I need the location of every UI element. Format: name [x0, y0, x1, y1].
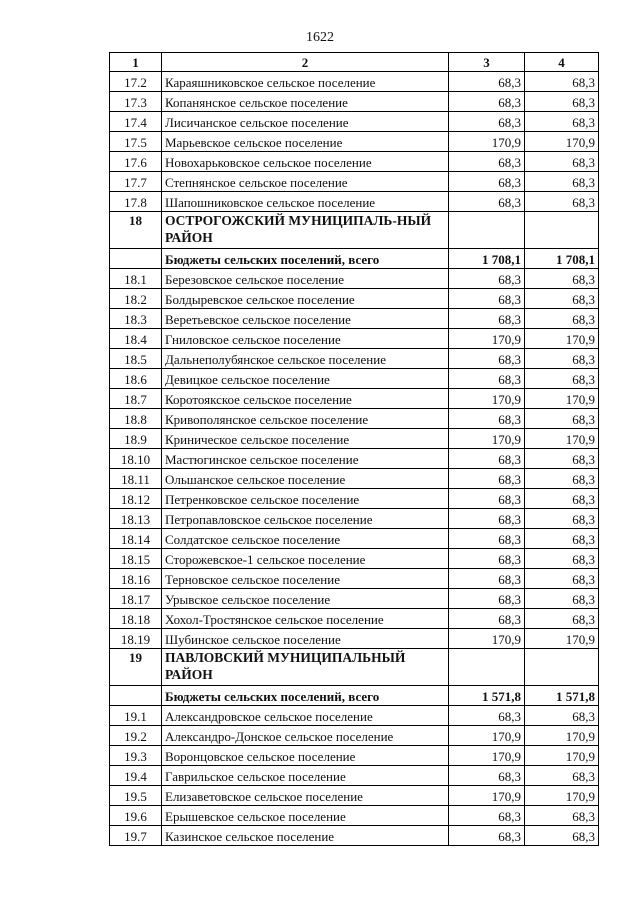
column-4-value-cell: 170,9: [525, 726, 599, 746]
row-number-cell: 18: [110, 212, 162, 249]
column-3-value-cell: 170,9: [449, 429, 525, 449]
row-number-cell: 19.5: [110, 786, 162, 806]
row-number-cell: 18.3: [110, 309, 162, 329]
row-number-cell: 17.6: [110, 152, 162, 172]
row-name-cell: Гаврильское сельское поселение: [162, 766, 449, 786]
page-number: 1622: [306, 30, 334, 45]
row-name-cell: Коротоякское сельское поселение: [162, 389, 449, 409]
column-3-value-cell: 68,3: [449, 469, 525, 489]
row-name-cell: ОСТРОГОЖСКИЙ МУНИЦИПАЛЬ-НЫЙ РАЙОН: [162, 212, 449, 249]
column-4-value-cell: 68,3: [525, 369, 599, 389]
table-row: [110, 806, 599, 826]
row-number-cell: 17.4: [110, 112, 162, 132]
table-row: [110, 549, 599, 569]
column-4-value-cell: 170,9: [525, 329, 599, 349]
column-3-value-cell: 170,9: [449, 629, 525, 649]
table-row: [110, 172, 599, 192]
column-4-value-cell: 170,9: [525, 429, 599, 449]
column-3-value-cell: 68,3: [449, 369, 525, 389]
table-row: [110, 746, 599, 766]
table-row: [110, 349, 599, 369]
column-4-value-cell: 68,3: [525, 409, 599, 429]
table-header-row: [110, 53, 599, 72]
column-4-value-cell: 1 708,1: [525, 249, 599, 269]
column-3-value-cell: 68,3: [449, 409, 525, 429]
row-number-cell: 18.18: [110, 609, 162, 629]
row-name-cell: Бюджеты сельских поселений, всего: [162, 686, 449, 706]
column-3-value-cell: 1 571,8: [449, 686, 525, 706]
row-number-cell: 19.3: [110, 746, 162, 766]
column-4-value-cell: 68,3: [525, 449, 599, 469]
row-name-cell: Петренковское сельское поселение: [162, 489, 449, 509]
column-header-2: 2: [162, 53, 449, 72]
row-name-cell: Солдатское сельское поселение: [162, 529, 449, 549]
table-row: [110, 309, 599, 329]
column-4-value-cell: 68,3: [525, 72, 599, 92]
column-3-value-cell: 68,3: [449, 489, 525, 509]
column-4-value-cell: 68,3: [525, 349, 599, 369]
row-number-cell: 17.3: [110, 92, 162, 112]
table-row: [110, 509, 599, 529]
column-3-value-cell: [449, 212, 525, 249]
column-3-value-cell: 68,3: [449, 112, 525, 132]
row-name-cell: Криничеcкое сельское поселение: [162, 429, 449, 449]
column-4-value-cell: 68,3: [525, 706, 599, 726]
column-3-value-cell: 68,3: [449, 706, 525, 726]
table-row: [110, 112, 599, 132]
total-row: [110, 686, 599, 706]
row-name-cell: Петропавловское сельское поселение: [162, 509, 449, 529]
row-name-cell: Урывское сельское поселение: [162, 589, 449, 609]
table-row: [110, 489, 599, 509]
column-3-value-cell: 170,9: [449, 389, 525, 409]
row-number-cell: 19: [110, 649, 162, 686]
column-3-value-cell: 68,3: [449, 269, 525, 289]
row-number-cell: 18.6: [110, 369, 162, 389]
row-name-cell: Караяшниковское сельское поселение: [162, 72, 449, 92]
column-4-value-cell: 68,3: [525, 569, 599, 589]
column-4-value-cell: 68,3: [525, 172, 599, 192]
column-3-value-cell: 68,3: [449, 569, 525, 589]
table-row: [110, 529, 599, 549]
row-name-cell: Хохол-Тростянское сельское поселение: [162, 609, 449, 629]
row-name-cell: Шубинское сельское поселение: [162, 629, 449, 649]
row-name-cell: Казинское сельское поселение: [162, 826, 449, 846]
row-name-cell: Девицкое сельское поселение: [162, 369, 449, 389]
table-row: [110, 726, 599, 746]
column-3-value-cell: 68,3: [449, 766, 525, 786]
column-3-value-cell: 68,3: [449, 72, 525, 92]
budget-table: [109, 52, 599, 846]
column-4-value-cell: 170,9: [525, 786, 599, 806]
column-3-value-cell: 68,3: [449, 289, 525, 309]
column-3-value-cell: 68,3: [449, 509, 525, 529]
column-4-value-cell: 68,3: [525, 826, 599, 846]
row-number-cell: 18.10: [110, 449, 162, 469]
row-number-cell: 17.2: [110, 72, 162, 92]
column-4-value-cell: 68,3: [525, 509, 599, 529]
table-row: [110, 389, 599, 409]
row-number-cell: 19.6: [110, 806, 162, 826]
row-name-cell: Ольшанское сельское поселение: [162, 469, 449, 489]
column-3-value-cell: 170,9: [449, 329, 525, 349]
column-3-value-cell: 170,9: [449, 726, 525, 746]
row-number-cell: [110, 249, 162, 269]
row-number-cell: 18.1: [110, 269, 162, 289]
row-name-cell: Мастюгинское сельское поселение: [162, 449, 449, 469]
row-number-cell: 17.7: [110, 172, 162, 192]
column-4-value-cell: 68,3: [525, 289, 599, 309]
row-name-cell: Кривополянское сельское поселение: [162, 409, 449, 429]
row-name-cell: Болдыревское сельское поселение: [162, 289, 449, 309]
row-name-cell: ПАВЛОВСКИЙ МУНИЦИПАЛЬНЫЙ РАЙОН: [162, 649, 449, 686]
row-name-cell: Степнянское сельское поселение: [162, 172, 449, 192]
table-row: [110, 706, 599, 726]
column-3-value-cell: 170,9: [449, 746, 525, 766]
row-name-cell: Марьевское сельское поселение: [162, 132, 449, 152]
row-number-cell: 18.2: [110, 289, 162, 309]
column-4-value-cell: 68,3: [525, 269, 599, 289]
row-number-cell: 19.2: [110, 726, 162, 746]
table-row: [110, 269, 599, 289]
column-4-value-cell: 68,3: [525, 589, 599, 609]
column-4-value-cell: 68,3: [525, 489, 599, 509]
table-row: [110, 786, 599, 806]
column-4-value-cell: 68,3: [525, 92, 599, 112]
row-name-cell: Дальнеполубянское сельское поселение: [162, 349, 449, 369]
table-row: [110, 152, 599, 172]
column-4-value-cell: 170,9: [525, 389, 599, 409]
column-3-value-cell: 68,3: [449, 589, 525, 609]
column-3-value-cell: 68,3: [449, 349, 525, 369]
column-3-value-cell: 68,3: [449, 549, 525, 569]
row-number-cell: 17.8: [110, 192, 162, 212]
column-3-value-cell: 68,3: [449, 92, 525, 112]
column-header-1: 1: [110, 53, 162, 72]
total-row: [110, 249, 599, 269]
column-3-value-cell: 68,3: [449, 826, 525, 846]
table-row: [110, 766, 599, 786]
row-number-cell: 18.7: [110, 389, 162, 409]
table-row: [110, 289, 599, 309]
row-number-cell: 18.11: [110, 469, 162, 489]
table-row: [110, 92, 599, 112]
column-3-value-cell: 68,3: [449, 309, 525, 329]
column-4-value-cell: 68,3: [525, 309, 599, 329]
table-row: [110, 569, 599, 589]
table-row: [110, 629, 599, 649]
column-4-value-cell: 68,3: [525, 529, 599, 549]
row-name-cell: Елизаветовское сельское поселение: [162, 786, 449, 806]
row-number-cell: 18.15: [110, 549, 162, 569]
column-3-value-cell: 68,3: [449, 192, 525, 212]
column-4-value-cell: 68,3: [525, 806, 599, 826]
column-3-value-cell: 170,9: [449, 786, 525, 806]
row-name-cell: Веретьевское сельское поселение: [162, 309, 449, 329]
column-4-value-cell: 170,9: [525, 629, 599, 649]
row-number-cell: 19.1: [110, 706, 162, 726]
column-header-3: 3: [449, 53, 525, 72]
table-row: [110, 132, 599, 152]
table-row: [110, 449, 599, 469]
row-name-cell: Копанянское сельское поселение: [162, 92, 449, 112]
column-4-value-cell: 68,3: [525, 112, 599, 132]
row-number-cell: 18.17: [110, 589, 162, 609]
column-4-value-cell: 68,3: [525, 152, 599, 172]
row-number-cell: 18.5: [110, 349, 162, 369]
column-3-value-cell: [449, 649, 525, 686]
column-3-value-cell: 68,3: [449, 609, 525, 629]
row-number-cell: 19.7: [110, 826, 162, 846]
row-name-cell: Воронцовское сельское поселение: [162, 746, 449, 766]
table-row: [110, 409, 599, 429]
column-3-value-cell: 68,3: [449, 806, 525, 826]
column-3-value-cell: 68,3: [449, 172, 525, 192]
row-name-cell: Березовское сельское поселение: [162, 269, 449, 289]
row-number-cell: 18.19: [110, 629, 162, 649]
column-4-value-cell: [525, 649, 599, 686]
column-4-value-cell: 170,9: [525, 132, 599, 152]
row-number-cell: 17.5: [110, 132, 162, 152]
row-number-cell: 18.4: [110, 329, 162, 349]
row-number-cell: 18.14: [110, 529, 162, 549]
column-4-value-cell: [525, 212, 599, 249]
row-name-cell: Терновское сельское поселение: [162, 569, 449, 589]
column-3-value-cell: 68,3: [449, 152, 525, 172]
table-row: [110, 429, 599, 449]
column-4-value-cell: 68,3: [525, 766, 599, 786]
row-number-cell: 18.12: [110, 489, 162, 509]
row-name-cell: Шапошниковское сельское поселение: [162, 192, 449, 212]
row-name-cell: Ерышевское сельское поселение: [162, 806, 449, 826]
row-number-cell: 18.9: [110, 429, 162, 449]
column-4-value-cell: 68,3: [525, 192, 599, 212]
row-name-cell: Гниловское сельское поселение: [162, 329, 449, 349]
row-name-cell: Александро-Донское сельское поселение: [162, 726, 449, 746]
row-name-cell: Новохарьковское сельское поселение: [162, 152, 449, 172]
district-row: [110, 212, 599, 249]
table-row: [110, 329, 599, 349]
row-name-cell: Лисичанское сельское поселение: [162, 112, 449, 132]
column-4-value-cell: 68,3: [525, 609, 599, 629]
column-4-value-cell: 68,3: [525, 469, 599, 489]
column-header-4: 4: [525, 53, 599, 72]
table-row: [110, 72, 599, 92]
table-row: [110, 609, 599, 629]
column-4-value-cell: 1 571,8: [525, 686, 599, 706]
table-row: [110, 192, 599, 212]
row-number-cell: 18.16: [110, 569, 162, 589]
row-name-cell: Бюджеты сельских поселений, всего: [162, 249, 449, 269]
district-row: [110, 649, 599, 686]
table-row: [110, 826, 599, 846]
row-name-cell: Александровское сельское поселение: [162, 706, 449, 726]
row-number-cell: 18.13: [110, 509, 162, 529]
row-number-cell: 18.8: [110, 409, 162, 429]
row-name-cell: Сторожевское-1 сельское поселение: [162, 549, 449, 569]
table-row: [110, 589, 599, 609]
column-3-value-cell: 1 708,1: [449, 249, 525, 269]
table-row: [110, 469, 599, 489]
column-4-value-cell: 68,3: [525, 549, 599, 569]
table-body: [110, 72, 599, 846]
table-row: [110, 369, 599, 389]
column-3-value-cell: 68,3: [449, 529, 525, 549]
row-number-cell: 19.4: [110, 766, 162, 786]
column-3-value-cell: 170,9: [449, 132, 525, 152]
row-number-cell: [110, 686, 162, 706]
column-4-value-cell: 170,9: [525, 746, 599, 766]
column-3-value-cell: 68,3: [449, 449, 525, 469]
